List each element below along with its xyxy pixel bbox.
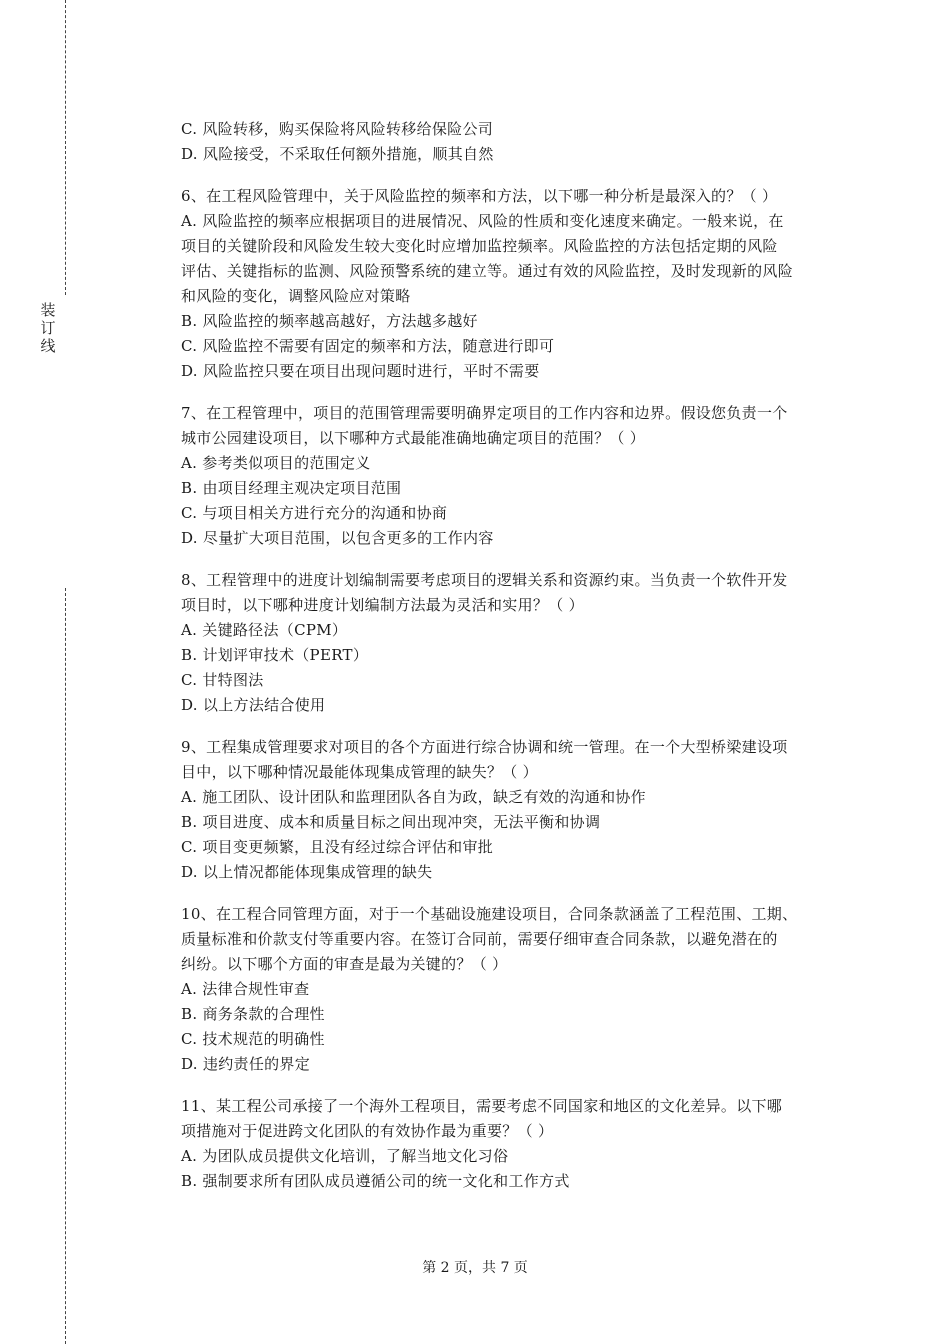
binding-char: 线 [40, 337, 56, 355]
option-line: B. 风险监控的频率越高越好，方法越多越好 [181, 312, 478, 330]
option-line: C. 项目变更频繁，且没有经过综合评估和审批 [181, 838, 494, 856]
question-stem: 目中，以下哪种情况最能体现集成管理的缺失？（ ） [181, 763, 538, 781]
binding-dashed-line-bottom [65, 588, 66, 1344]
option-line: C. 技术规范的明确性 [181, 1030, 325, 1048]
binding-dashed-line-top [65, 0, 66, 295]
option-line: B. 计划评审技术（PERT） [181, 646, 369, 664]
question-10 [181, 902, 843, 1077]
page-number: 第 2 页，共 7 页 [422, 1260, 528, 1276]
question-stem: 11、某工程公司承接了一个海外工程项目，需要考虑不同国家和地区的文化差异。以下哪 [181, 1097, 783, 1115]
option-line: 和风险的变化，调整风险应对策略 [181, 287, 411, 305]
question-stem: 7、在工程管理中，项目的范围管理需要明确界定项目的工作内容和边界。假设您负责一个 [181, 404, 788, 422]
exam-content [181, 117, 843, 1194]
option-line: D. 违约责任的界定 [181, 1055, 311, 1073]
question-7 [181, 401, 843, 551]
option-line: C. 风险转移，购买保险将风险转移给保险公司 [181, 120, 494, 138]
options-continued [181, 117, 843, 167]
question-stem: 纠纷。以下哪个方面的审查是最为关键的？（ ） [181, 955, 508, 973]
option-line: A. 施工团队、设计团队和监理团队各自为政，缺乏有效的沟通和协作 [181, 788, 646, 806]
option-line: C. 与项目相关方进行充分的沟通和协商 [181, 504, 448, 522]
question-stem: 质量标准和价款支付等重要内容。在签订合同前，需要仔细审查合同条款，以避免潜在的 [181, 930, 778, 948]
question-stem: 项目时，以下哪种进度计划编制方法最为灵活和实用？（ ） [181, 596, 584, 614]
option-line: D. 以上方法结合使用 [181, 696, 326, 714]
binding-char: 订 [40, 319, 56, 337]
question-stem: 6、在工程风险管理中，关于风险监控的频率和方法，以下哪一种分析是最深入的？（ ） [181, 187, 778, 205]
option-line: C. 风险监控不需要有固定的频率和方法，随意进行即可 [181, 337, 555, 355]
question-stem: 10、在工程合同管理方面，对于一个基础设施建设项目，合同条款涵盖了工程范围、工期、 [181, 905, 798, 923]
option-line: A. 参考类似项目的范围定义 [181, 454, 371, 472]
option-line: A. 风险监控的频率应根据项目的进展情况、风险的性质和变化速度来确定。一般来说，在 [181, 212, 784, 230]
option-line: C. 甘特图法 [181, 671, 264, 689]
option-line: B. 商务条款的合理性 [181, 1005, 325, 1023]
option-line: A. 法律合规性审查 [181, 980, 310, 998]
option-line: 项目的关键阶段和风险发生较大变化时应增加监控频率。风险监控的方法包括定期的风险 [181, 237, 778, 255]
question-8 [181, 568, 843, 718]
option-line: 评估、关键指标的监测、风险预警系统的建立等。通过有效的风险监控，及时发现新的风险 [181, 262, 794, 280]
binding-label [38, 301, 58, 355]
option-line: D. 尽量扩大项目范围，以包含更多的工作内容 [181, 529, 494, 547]
question-9 [181, 735, 843, 885]
option-line: A. 关键路径法（CPM） [181, 621, 348, 639]
option-line: D. 风险监控只要在项目出现问题时进行，平时不需要 [181, 362, 540, 380]
question-stem: 8、工程管理中的进度计划编制需要考虑项目的逻辑关系和资源约束。当负责一个软件开发 [181, 571, 788, 589]
option-line: D. 风险接受，不采取任何额外措施，顺其自然 [181, 145, 494, 163]
question-6 [181, 184, 843, 384]
question-stem: 项措施对于促进跨文化团队的有效协作最为重要？（ ） [181, 1122, 554, 1140]
option-line: B. 项目进度、成本和质量目标之间出现冲突，无法平衡和协调 [181, 813, 601, 831]
question-11 [181, 1094, 843, 1194]
binding-char: 装 [40, 301, 56, 319]
option-line: B. 由项目经理主观决定项目范围 [181, 479, 402, 497]
option-line: A. 为团队成员提供文化培训，了解当地文化习俗 [181, 1147, 509, 1165]
question-stem: 城市公园建设项目，以下哪种方式最能准确地确定项目的范围？（ ） [181, 429, 646, 447]
question-stem: 9、工程集成管理要求对项目的各个方面进行综合协调和统一管理。在一个大型桥梁建设项 [181, 738, 788, 756]
option-line: B. 强制要求所有团队成员遵循公司的统一文化和工作方式 [181, 1172, 570, 1190]
option-line: D. 以上情况都能体现集成管理的缺失 [181, 863, 433, 881]
